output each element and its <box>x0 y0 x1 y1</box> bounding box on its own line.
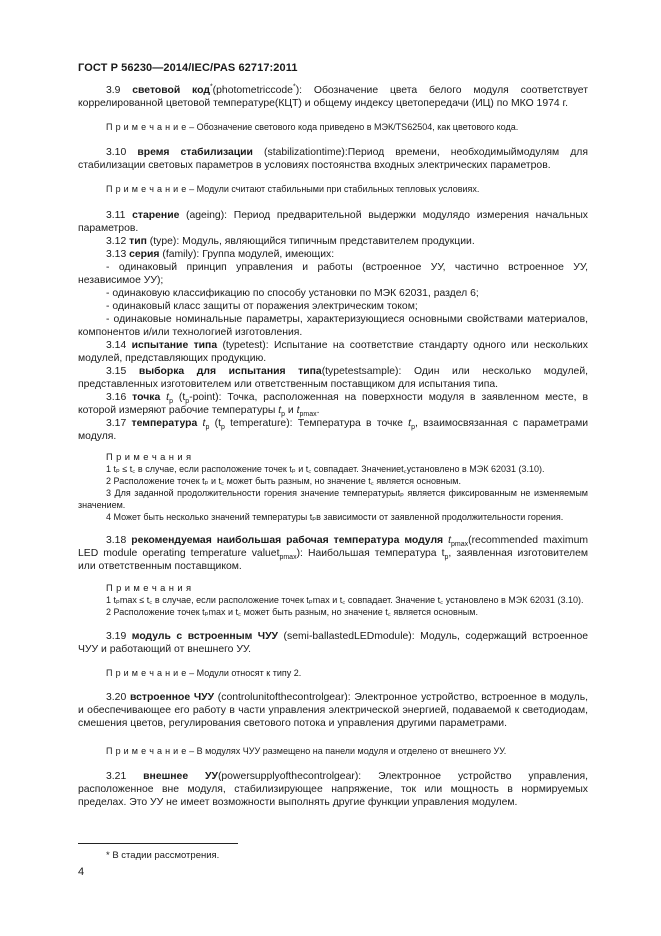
document-header: ГОСТ Р 56230—2014/IEC/PAS 62717:2011 <box>78 62 298 74</box>
note-3-19 <box>78 667 588 679</box>
term: тип <box>129 236 147 247</box>
note-3-10 <box>78 183 588 195</box>
definition-part: (t <box>209 418 221 429</box>
symbol-subscript: p <box>281 411 285 419</box>
definition-part: (t <box>172 392 186 403</box>
clause-number: 3.14 <box>106 340 127 351</box>
note-text: – Модули относят к типу 2. <box>186 668 302 678</box>
clause-number: 3.20 <box>106 692 127 703</box>
notes-3-17 <box>78 451 588 523</box>
symbol: t <box>202 418 206 429</box>
symbol-subscript: pmax <box>299 411 317 419</box>
term: световой код <box>132 85 210 96</box>
clause-3-17 <box>78 417 588 443</box>
definition: (typetestsample): Один или несколько модулей, представленных изготовителем или ответственным поставщиком для испытания типа. <box>78 366 589 390</box>
clause-number: 3.15 <box>106 366 127 377</box>
symbol-subscript: p <box>411 424 415 432</box>
list-item: - одинаковый класс защиты от поражения электрическим током; <box>106 301 418 312</box>
clause-3-21 <box>78 770 588 809</box>
clause-number: 3.19 <box>106 631 127 642</box>
note-text: – Модули считают стабильными при стабильных тепловых условиях. <box>186 184 480 194</box>
definition-part: (recommended maximum LED module operating temperature valuet <box>78 535 589 559</box>
page-number: 4 <box>78 866 85 878</box>
clause-number: 3.10 <box>106 147 127 158</box>
notes-3-18 <box>78 582 588 618</box>
clause-number: 3.21 <box>106 771 127 782</box>
symbol: t <box>443 535 451 546</box>
clause-number: 3.12 <box>106 236 127 247</box>
definition: (controlunitofthecontrolgear): Электронное устройство, встроенное в модуль, и обеспечивающее его работу в части управления электрической энергией, подаваемой к светодиодам, смешения цветов, регулирования светового потока и управления другими параметрами. <box>78 692 588 729</box>
symbol-subscript: p <box>185 398 190 406</box>
symbol: t <box>278 405 282 416</box>
term: испытание типа <box>131 340 218 351</box>
definition: (powersupplyofthecontrolgear): Электронное устройство управления, расположенное вне модуля, стабилизирующее напряжение, ток или мощность в нормируемых пределах. Это УУ не имеет возможности выполнять другие функции управления модулем. <box>78 771 588 808</box>
definition: ): Обозначение цвета белого модуля соответствует коррелированной цветовой температуре(КЦТ) и общему индексу цветопередачи (ИЦ) по МКО 1974 г. <box>78 85 588 109</box>
note-item: 4 Может быть несколько значений температуры tₚв зависимости от заявленной продолжительности горения. <box>106 512 564 522</box>
footnote: * В стадии рассмотрения. <box>106 850 220 861</box>
clause-number: 3.18 <box>106 535 127 546</box>
note-label: П р и м е ч а н и е <box>106 746 187 756</box>
symbol: t <box>296 405 300 416</box>
footnote-mark: * <box>292 83 296 91</box>
definition-part: temperature): Температура в точке <box>224 418 409 429</box>
list-item: - одинаковый принцип управления и работы (встроенное УУ, частично встроенное УУ, независимое УУ); <box>78 262 588 286</box>
clause-3-15 <box>78 365 588 391</box>
term: точка <box>132 392 161 403</box>
notes-label: П р и м е ч а н и я <box>106 582 192 593</box>
note-3-20 <box>78 745 588 757</box>
clause-number: 3.17 <box>106 418 127 429</box>
footnote-separator <box>78 843 238 844</box>
note-3-9 <box>78 121 588 133</box>
note-item: 2 Расположение точек tₚmax и t꜀ может быть разным, но значение t꜀ является основным. <box>106 607 478 617</box>
symbol-subscript: pmax <box>451 541 469 549</box>
clause-3-9 <box>78 84 588 110</box>
definition-part: -point): Точка, расположенная на поверхности модуля в заявленном месте, в которой измеряют рабочие температуры <box>78 392 589 416</box>
footnote-mark: * <box>209 83 213 91</box>
term: внешнее УУ <box>143 771 218 782</box>
symbol: t <box>408 418 412 429</box>
symbol-subscript: p <box>169 398 173 406</box>
list-item: - одинаковую классификацию по способу установки по МЭК 62031, раздел 6; <box>106 288 479 299</box>
clause-3-14 <box>78 339 588 365</box>
note-item: 1 tₚmax ≤ t꜀ в случае, если расположение точек tₚmax и t꜀ совпадает. Значение t꜀ установлено в МЭК 62031 (3.10). <box>106 595 584 605</box>
note-text: – В модулях ЧУУ размещено на панели модуля и отделено от внешнего УУ. <box>186 746 507 756</box>
definition-part: . <box>316 405 320 416</box>
clause-3-19 <box>78 630 588 656</box>
term: встроенное ЧУУ <box>129 692 215 703</box>
definition-part: ): Наибольшая температура t <box>296 548 445 559</box>
clause-3-16 <box>78 391 588 417</box>
clause-3-18 <box>78 534 588 573</box>
term: температура <box>131 418 198 429</box>
symbol-subscript: p <box>205 424 210 432</box>
symbol-subscript: pmax <box>279 554 297 562</box>
note-item: 2 Расположение точек tₚ и t꜀ может быть разным, но значение t꜀ является основным. <box>106 476 461 486</box>
note-label: П р и м е ч а н и е <box>106 184 187 194</box>
term: выборка для испытания типа <box>138 366 322 377</box>
definition: (stabilizationtime):Период времени, необходимыймодулям для стабилизации световых параметров в условиях постоянства входных электрических параметров. <box>78 147 588 171</box>
term: старение <box>132 210 180 221</box>
definition: (family): Группа модулей, имеющих: <box>159 249 335 260</box>
clause-3-20 <box>78 691 588 730</box>
clause-number: 3.11 <box>106 210 126 221</box>
clause-3-10 <box>78 146 588 172</box>
note-label: П р и м е ч а н и е <box>106 122 187 132</box>
clause-number: 3.13 <box>106 249 127 260</box>
term: рекомендуемая наибольшая рабочая температура модуля <box>131 535 444 546</box>
clause-3-13 <box>78 248 588 261</box>
definition: (type): Модуль, являющийся типичным представителем продукции. <box>146 236 475 247</box>
note-item: 3 Для заданной продолжительности горения значение температурыtₚ является фиксированным не изменяемым значением. <box>78 488 588 510</box>
definition: (typetest): Испытание на соответствие стандарту одного или нескольких модулей, представляющих продукцию. <box>78 340 588 364</box>
definition: (semi-ballastedLEDmodule): Модуль, содержащий встроенное ЧУУ и работающий от внешнего УУ. <box>78 631 589 655</box>
note-label: П р и м е ч а н и е <box>106 668 187 678</box>
notes-label: П р и м е ч а н и я <box>106 451 192 462</box>
definition-part: и <box>285 405 297 416</box>
note-text: – Обозначение светового кода приведено в МЭК/TS62504, как цветового кода. <box>186 122 519 132</box>
symbol-subscript: p <box>444 554 449 562</box>
clause-number: 3.9 <box>106 85 121 96</box>
clause-3-12 <box>78 235 588 248</box>
term: серия <box>129 249 160 260</box>
definition-part: , взаимосвязанная с параметрами модуля. <box>78 418 589 442</box>
term: модуль с встроенным ЧУУ <box>131 631 279 642</box>
symbol-subscript: p <box>220 424 225 432</box>
term-english: (photometriccode <box>212 85 293 96</box>
term: время стабилизации <box>137 147 253 158</box>
note-item: 1 tₚ ≤ t꜀ в случае, если расположение точек tₚ и t꜀ совпадает. Значениеt꜀установлено в МЭК 62031 (3.10). <box>106 464 545 474</box>
definition: (ageing): Период предварительной выдержки модуляд​о измерения начальных параметров. <box>78 210 588 234</box>
list-item: - одинаковые номинальные параметры, характеризующиеся основными свойствами материалов, компонентов и/или технологией изготовления. <box>78 314 588 338</box>
clause-3-11 <box>78 209 588 235</box>
definition-part: , заявленная изготовителем или ответственным поставщиком. <box>78 548 588 572</box>
symbol: t <box>166 392 170 403</box>
clause-number: 3.16 <box>106 392 127 403</box>
clauses-3-11-to-3-17 <box>78 209 588 443</box>
